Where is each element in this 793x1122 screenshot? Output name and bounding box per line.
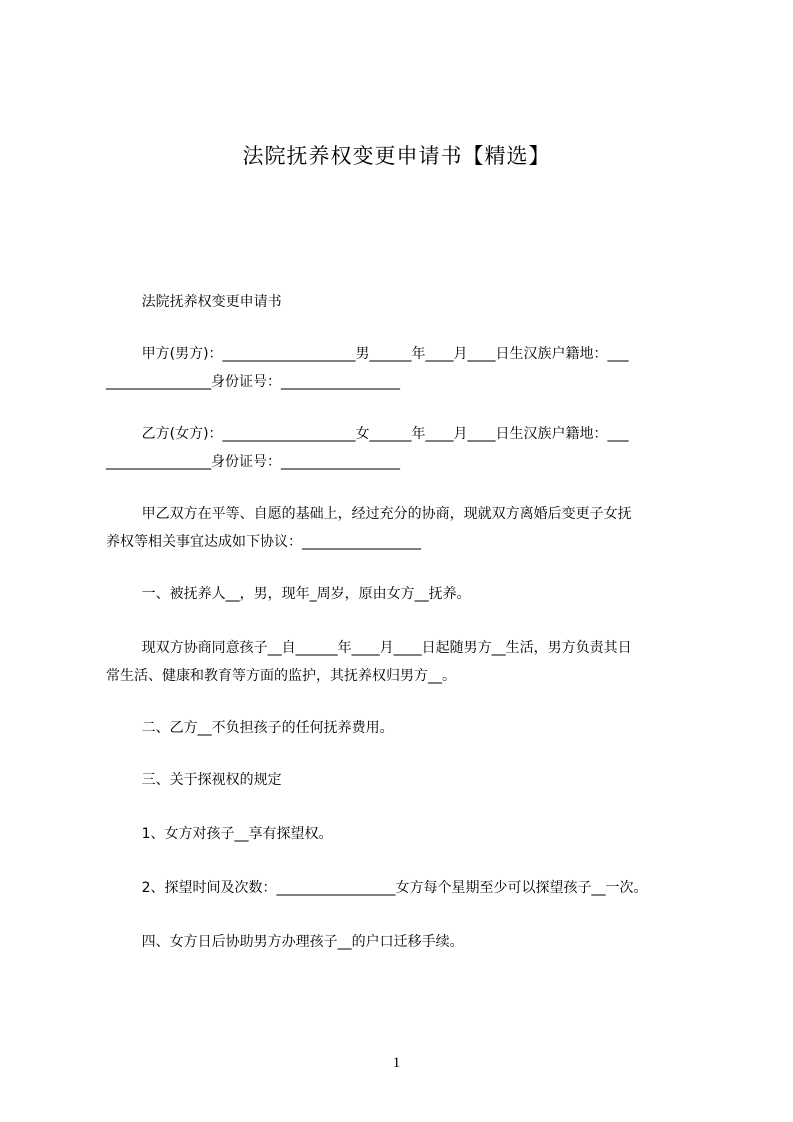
clause-2: 二、乙方__不负担孩子的任何抚养费用。 bbox=[106, 720, 394, 736]
clause-1-detail-line-1: 现双方协商同意孩子__自______年____月____日起随男方__生活，男方负责其日 bbox=[106, 640, 632, 656]
party-b-line-2: _______________身份证号：_________________ bbox=[106, 454, 400, 470]
agreement-intro-line-2: 养权等相关事宜达成如下协议：_________________ bbox=[106, 534, 421, 550]
clause-3-item-1: 1、女方对孩子__享有探望权。 bbox=[106, 826, 333, 842]
clause-1-detail-line-2: 常生活、健康和教育等方面的监护，其抚养权归男方__。 bbox=[106, 668, 456, 684]
clause-4: 四、女方日后协助男方办理孩子__的户口迁移手续。 bbox=[106, 934, 464, 950]
page-number: 1 bbox=[392, 1055, 401, 1071]
clause-3-item-2: 2、探望时间及次数：_________________女方每个星期至少可以探望孩子__一次。 bbox=[106, 880, 648, 896]
clause-1: 一、被抚养人__，男，现年_周岁，原由女方__抚养。 bbox=[106, 586, 471, 602]
party-a-line-1: 甲方(男方)：___________________男______年____月____日生汉族户籍地：___ bbox=[106, 346, 629, 362]
document-title: 法院抚养权变更申请书【精选】 bbox=[242, 144, 551, 168]
paragraph-heading: 法院抚养权变更申请书 bbox=[106, 294, 282, 310]
party-a-line-2: _______________身份证号：_________________ bbox=[106, 374, 400, 390]
agreement-intro-line-1: 甲乙双方在平等、自愿的基础上，经过充分的协商，现就双方离婚后变更子女抚 bbox=[106, 506, 632, 522]
clause-3: 三、关于探视权的规定 bbox=[106, 772, 282, 788]
party-b-line-1: 乙方(女方)：___________________女______年____月____日生汉族户籍地：___ bbox=[106, 426, 629, 442]
